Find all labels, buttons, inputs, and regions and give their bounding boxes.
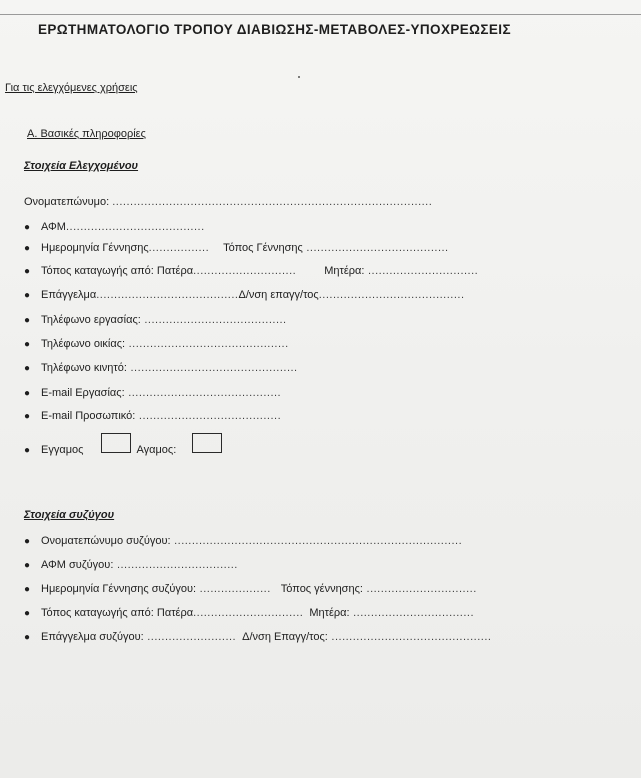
- form-subtitle: Για τις ελεγχόμενες χρήσεις: [5, 82, 138, 94]
- spouse-fullname[interactable]: [24, 534, 462, 548]
- field-label: Τόπος γέννησης:: [280, 583, 363, 595]
- married-label: Εγγαμος: [41, 444, 84, 456]
- field-label: Δ/νση επαγγ/τος: [238, 289, 319, 301]
- field-afm[interactable]: [24, 220, 205, 234]
- field-personal-email[interactable]: [24, 409, 281, 423]
- field-label: Ημερομηνία Γέννησης συζύγου:: [41, 583, 197, 595]
- fill-line[interactable]: ........................................: [140, 314, 287, 326]
- form-title: ΕΡΩΤΗΜΑΤΟΛΟΓΙΟ ΤΡΟΠΟΥ ΔΙΑΒΙΩΣΗΣ-ΜΕΤΑΒΟΛΕΣ-ΥΠΟΧΡΕΩΣΕΙΣ: [38, 22, 511, 37]
- field-marital-status: [24, 433, 226, 456]
- fill-line[interactable]: ...............................: [193, 607, 304, 619]
- fill-line[interactable]: ........................................: [96, 289, 239, 301]
- bullet-icon: ●: [24, 388, 31, 399]
- bullet-icon: ●: [24, 266, 31, 277]
- bullet-icon: ●: [24, 290, 31, 301]
- bullet-icon: ●: [24, 363, 31, 374]
- field-origin[interactable]: [24, 264, 478, 278]
- fill-line[interactable]: .............................: [193, 265, 297, 277]
- fill-line[interactable]: ........................................: [302, 242, 449, 254]
- field-label: ΑΦΜ συζύγου:: [41, 559, 114, 571]
- bullet-icon: ●: [24, 339, 31, 350]
- fill-line[interactable]: .................................................................................: [170, 535, 463, 547]
- bullet-icon: ●: [24, 411, 31, 422]
- bullet-icon: ●: [24, 584, 31, 595]
- section-a-heading: Α. Βασικές πληροφορίες: [27, 128, 146, 140]
- fill-line[interactable]: .............................................: [125, 338, 289, 350]
- field-home-phone[interactable]: [24, 337, 289, 351]
- scan-speck: [298, 76, 300, 78]
- field-label: Ονοματεπώνυμο:: [24, 196, 110, 208]
- bullet-icon: ●: [24, 536, 31, 547]
- bullet-icon: ●: [24, 445, 31, 456]
- fill-line[interactable]: ...............................: [362, 583, 477, 595]
- fill-line[interactable]: .............................................: [327, 631, 492, 643]
- fill-line[interactable]: ........................................: [135, 410, 282, 422]
- fill-line[interactable]: ....................: [196, 583, 271, 595]
- spouse-birth[interactable]: [24, 582, 477, 596]
- field-label: Τόπος καταγωγής από: Πατέρα: [41, 265, 194, 277]
- married-checkbox[interactable]: [101, 433, 131, 453]
- field-fullname[interactable]: [24, 195, 432, 209]
- field-label: Τηλέφωνο κινητό:: [41, 362, 127, 374]
- fill-line[interactable]: ...........................................: [124, 387, 282, 399]
- fill-line[interactable]: ..........................................................................................: [112, 196, 433, 208]
- spouse-profession[interactable]: [24, 630, 491, 644]
- field-label: Τόπος Γέννησης: [223, 242, 303, 254]
- bullet-icon: ●: [24, 222, 31, 233]
- field-work-phone[interactable]: [24, 313, 287, 327]
- spouse-origin[interactable]: [24, 606, 474, 620]
- checked-person-heading: Στοιχεία Ελεγχομένου: [24, 160, 139, 172]
- field-label: Τηλέφωνο εργασίας:: [41, 314, 141, 326]
- unmarried-checkbox[interactable]: [192, 433, 222, 453]
- spouse-heading: Στοιχεία συζύγου: [24, 509, 115, 521]
- field-mobile[interactable]: [24, 361, 298, 375]
- field-label: Ονοματεπώνυμο συζύγου:: [41, 535, 171, 547]
- bullet-icon: ●: [24, 243, 31, 254]
- unmarried-label: Αγαμος:: [136, 444, 177, 456]
- field-label: Δ/νση Επαγγ/τος:: [242, 631, 328, 643]
- bullet-icon: ●: [24, 632, 31, 643]
- fill-line[interactable]: .........................................: [318, 289, 465, 301]
- field-label: Ημερομηνία Γέννησης: [41, 242, 149, 254]
- field-profession[interactable]: [24, 288, 465, 302]
- field-work-email[interactable]: [24, 386, 281, 400]
- bullet-icon: ●: [24, 560, 31, 571]
- fill-line[interactable]: ..................................: [349, 607, 474, 619]
- spouse-afm[interactable]: [24, 558, 238, 572]
- fill-line[interactable]: ...............................: [364, 265, 479, 277]
- top-rule: [0, 14, 641, 15]
- field-label: Επάγγελμα συζύγου:: [41, 631, 144, 643]
- fill-line[interactable]: .........................: [143, 631, 237, 643]
- field-label: E-mail Εργασίας:: [41, 387, 125, 399]
- field-label: ΑΦΜ: [41, 221, 66, 233]
- bullet-icon: ●: [24, 315, 31, 326]
- field-label: Επάγγελμα: [41, 289, 97, 301]
- bullet-icon: ●: [24, 608, 31, 619]
- field-label: Μητέρα:: [324, 265, 365, 277]
- field-label: Μητέρα:: [309, 607, 350, 619]
- field-label: Τηλέφωνο οικίας:: [41, 338, 126, 350]
- field-birth[interactable]: [24, 241, 449, 255]
- field-label: E-mail Προσωπικό:: [41, 410, 136, 422]
- fill-line[interactable]: .......................................: [65, 221, 205, 233]
- fill-line[interactable]: ...............................................: [126, 362, 298, 374]
- fill-line[interactable]: ..................................: [113, 559, 238, 571]
- field-label: Τόπος καταγωγής από: Πατέρα: [41, 607, 194, 619]
- fill-line[interactable]: .................: [148, 242, 210, 254]
